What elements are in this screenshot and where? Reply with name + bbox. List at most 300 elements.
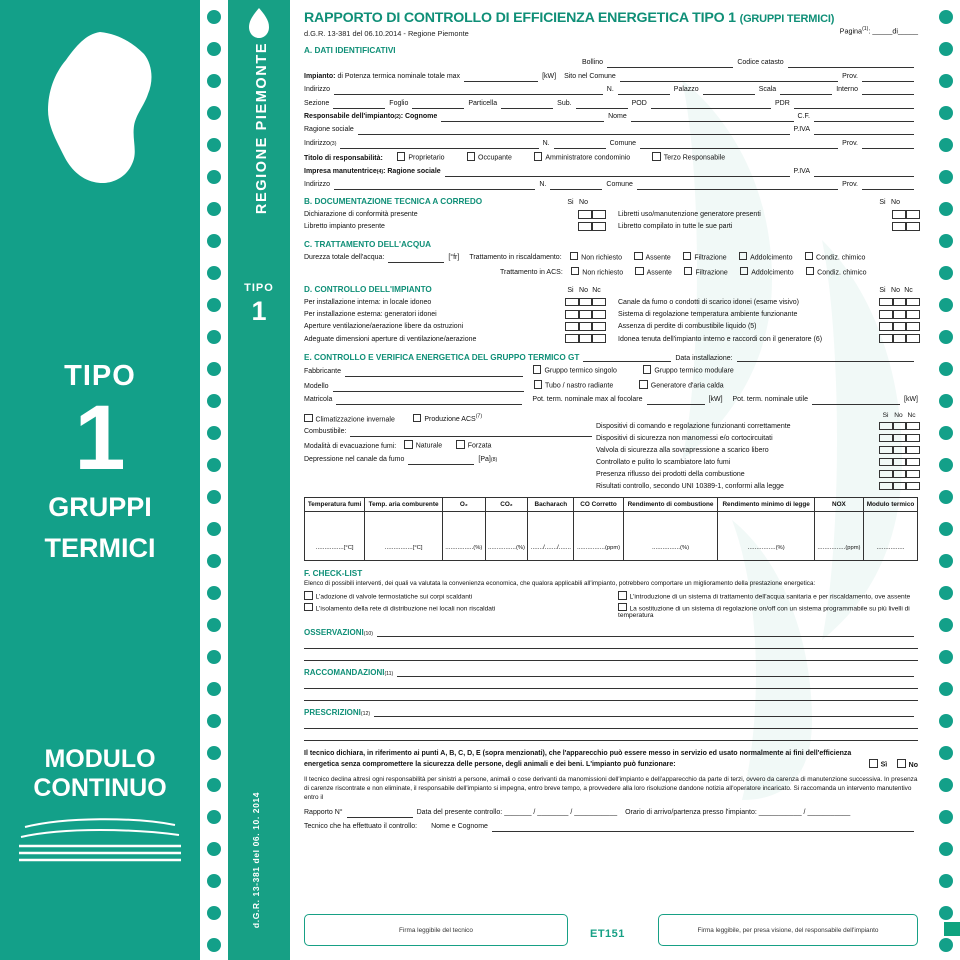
form-sheet — [290, 0, 932, 960]
row-matricola[interactable] — [304, 395, 918, 405]
checkbox-nc[interactable] — [905, 446, 920, 455]
checkbox-terzo-responsabile[interactable] — [652, 152, 661, 161]
checkbox-assente[interactable] — [634, 252, 643, 261]
opt-label: Tubo / nastro radiante — [545, 382, 614, 390]
label-pdr: PDR — [774, 99, 790, 107]
perforation-hole — [939, 778, 953, 792]
perforation-hole — [939, 298, 953, 312]
page-number-field[interactable]: Pagina$^{(1)}$: _____di_____ — [839, 26, 918, 36]
header-si-d-left: Si — [567, 287, 574, 295]
e-item-row[interactable] — [596, 446, 918, 456]
b-item-label: Libretti uso/manutenzione generatore presenti — [618, 211, 761, 219]
left-promo-panel — [0, 0, 200, 960]
table-row[interactable] — [305, 512, 918, 561]
perforation-hole — [939, 458, 953, 472]
label-pa: [Pa] — [478, 456, 491, 464]
e-item-label: Dispositivi di sicurezza non manomessi e/o cortocircuitati — [596, 434, 773, 442]
label-indirizzo3: Indirizzo — [304, 139, 331, 147]
table-header-cell: O₂ — [442, 498, 485, 512]
label-indirizzo-impresa: Indirizzo — [304, 181, 331, 189]
promo-tipo-label: TIPO — [64, 360, 136, 392]
checkbox-nc[interactable] — [905, 334, 920, 343]
table-header-cell: CO₂ — [485, 498, 528, 512]
checkbox-nc[interactable] — [591, 310, 606, 319]
perforation-hole — [207, 778, 221, 792]
prescrizioni-block[interactable] — [304, 707, 918, 741]
perforation-hole — [207, 426, 221, 440]
perforation-hole — [939, 682, 953, 696]
label-n-3: N. — [539, 181, 547, 189]
perforation-strip-left — [200, 0, 228, 960]
perforation-hole — [939, 522, 953, 536]
d-item-row[interactable] — [618, 298, 918, 308]
declaration-line2: Il tecnico declina altresì ogni responsabilità per sinistri a persone, animali o cose derivanti da manomissioni dell'impianto e dell'apparecchio da parte di terzi, ovvero da carenza di manutenzione successiva. In presenza di carenze riscontrate e non eliminate, il responsabile dell'impianto si impegna, entro breve tempo, a provvedere alla loro risoluzione dandone notizia all'operatore incaricato. Si raccomanda un intervento manutentivo entro il — [304, 776, 918, 802]
table-header-cell: Temp. aria comburente — [365, 498, 443, 512]
label-acs: Produzione ACS — [424, 416, 476, 424]
perforation-hole — [207, 298, 221, 312]
checkbox-amministratore[interactable] — [534, 152, 543, 161]
checkbox-nc[interactable] — [905, 458, 920, 467]
b-item-row[interactable] — [304, 210, 604, 220]
signature-tecnico-box[interactable] — [304, 914, 568, 946]
perforation-hole — [939, 106, 953, 120]
label-cf: C.F. — [797, 112, 810, 120]
b-item-row[interactable] — [618, 210, 918, 220]
f-item[interactable] — [618, 603, 918, 620]
e-item-row[interactable] — [596, 434, 918, 444]
label-modello: Modello — [304, 382, 329, 390]
d-item-label: Per installazione interna: in locale idoneo — [304, 299, 432, 307]
label-interno: Interno — [836, 86, 858, 94]
osservazioni-line[interactable] — [304, 637, 918, 649]
label-responsabile-sup: (2) — [394, 113, 401, 120]
checkbox-nc[interactable] — [905, 310, 920, 319]
b-item-label: Libretto impianto presente — [304, 223, 385, 231]
checkbox-aria-calda[interactable] — [639, 380, 648, 389]
label-prov-3: Prov. — [842, 181, 858, 189]
header-no-e: No — [894, 411, 903, 419]
opt-label: Filtrazione — [694, 254, 727, 262]
d-item-row[interactable] — [304, 310, 604, 320]
b-item-row[interactable] — [618, 222, 918, 232]
header-si-b-left: Si — [567, 199, 574, 207]
row-titolo-responsabilita[interactable] — [304, 152, 918, 164]
perforation-hole — [207, 714, 221, 728]
raccomandazioni-line[interactable] — [304, 689, 918, 701]
label-raccomandazioni: RACCOMANDAZIONI — [304, 668, 385, 678]
perforation-hole — [939, 170, 953, 184]
perforation-hole — [939, 906, 953, 920]
checkbox-filtrazione[interactable] — [684, 267, 693, 276]
checkbox-naturale[interactable] — [404, 440, 413, 449]
page-title — [304, 10, 918, 26]
signature-tecnico-label: Firma leggibile del tecnico — [399, 926, 473, 934]
row-depressione[interactable] — [304, 455, 596, 465]
perforation-hole — [939, 586, 953, 600]
label-prescrizioni: PRESCRIZIONI — [304, 708, 361, 718]
opt-label: Addolcimento — [750, 254, 793, 262]
label-prov-2: Prov. — [842, 139, 858, 147]
checkbox-regolazione-programmabile[interactable] — [618, 603, 627, 612]
label-cognome: : Cognome — [400, 112, 438, 120]
table-header-cell: NOX — [814, 498, 863, 512]
checkbox-produzione-acs[interactable] — [413, 414, 422, 423]
table-cell[interactable]: ................(%) — [485, 512, 528, 561]
row-impresa[interactable] — [304, 167, 918, 177]
label-comune-2: Comune — [606, 181, 633, 189]
corner-marker — [944, 922, 960, 936]
section-f-title: F. CHECK-LIST — [304, 569, 363, 579]
row-sezione[interactable] — [304, 99, 918, 109]
opt-label: Generatore d'aria calda — [650, 382, 724, 390]
perforation-hole — [939, 234, 953, 248]
paper-stack-icon — [15, 815, 185, 863]
section-d-title: D. CONTROLLO DELL'IMPIANTO — [304, 285, 432, 295]
checkbox-condiz-chimico[interactable] — [805, 252, 814, 261]
row-bollino[interactable] — [304, 58, 918, 68]
perforation-hole — [939, 10, 953, 24]
perforation-hole — [207, 746, 221, 760]
perforation-hole — [207, 234, 221, 248]
d-item-label: Idonea tenuta dell'impianto interno e raccordi con il generatore (6) — [618, 335, 823, 343]
row-indirizzo[interactable] — [304, 85, 918, 95]
label-piva-2: P.IVA — [793, 168, 810, 176]
perforation-hole — [207, 170, 221, 184]
label-sito: Sito nel Comune — [564, 72, 616, 80]
perforation-hole — [939, 138, 953, 152]
label-prov-1: Prov. — [842, 72, 858, 80]
perforation-hole — [939, 746, 953, 760]
perforation-hole — [207, 42, 221, 56]
perforation-hole — [207, 106, 221, 120]
label-comune-1: Comune — [609, 139, 637, 147]
label-sezione: Sezione — [304, 99, 330, 107]
perforation-hole — [939, 554, 953, 568]
f-item[interactable] — [304, 603, 604, 613]
table-header-cell: Modulo termico — [864, 498, 918, 512]
label-tratt-risc: Trattamento in riscaldamento: — [469, 254, 562, 262]
checkbox-filtrazione[interactable] — [683, 252, 692, 261]
label-impresa-rest: : Ragione sociale — [383, 168, 441, 176]
osservazioni-line[interactable] — [304, 649, 918, 661]
checkbox-funziona-si[interactable] — [869, 759, 878, 768]
label-palazzo: Palazzo — [673, 86, 699, 94]
e-item-label: Controllato e pulito lo scambiatore lato fumi — [596, 459, 731, 467]
label-prescrizioni-sup: (12) — [360, 711, 371, 718]
opt-label: Filtrazione — [695, 269, 728, 277]
f-item[interactable] — [304, 591, 604, 601]
raccomandazioni-block[interactable] — [304, 667, 918, 701]
piemonte-map-icon — [40, 28, 160, 188]
promo-modulo-label: MODULO — [44, 745, 156, 773]
label-acs-sup: (7) — [475, 414, 483, 421]
header-si-e: Si — [882, 411, 889, 419]
checkbox-nc[interactable] — [591, 298, 606, 307]
declaration-line1: Il tecnico dichiara, in riferimento ai punti A, B, C, D, E (sopra menzionati), che l'apparecchio può essere messo in servizio ed usato normalmente ai fini dell'efficienza energetica senza compromettere la sicurezza delle persone, degli animali e dei beni. L'impianto può funzionare: — [304, 750, 852, 768]
checkbox-nc[interactable] — [905, 298, 920, 307]
label-raccomandazioni-sup: (11) — [384, 671, 394, 678]
label-data-controllo: Data del presente controllo: — [416, 809, 503, 817]
checkbox-forzata[interactable] — [456, 440, 465, 449]
perforation-hole — [939, 42, 953, 56]
promo-continuo-label: CONTINUO — [33, 773, 167, 802]
checkbox-isolamento-rete[interactable] — [304, 603, 313, 612]
label-bollino: Bollino — [582, 59, 604, 67]
checkbox-no[interactable] — [905, 222, 920, 231]
checkbox-nc[interactable] — [905, 422, 920, 431]
promo-modulo-block — [0, 745, 200, 868]
form-code: ET151 — [590, 928, 625, 940]
label-impresa: Impresa manutentrice — [304, 168, 377, 176]
checkbox-non-richiesto[interactable] — [571, 267, 580, 276]
row-evacuazione[interactable] — [304, 440, 596, 452]
header-no-d-left: No — [579, 287, 588, 295]
label-durezza: Durezza totale dell'acqua: — [304, 254, 385, 262]
section-b-left-col — [304, 207, 604, 231]
opt-label: Forzata — [467, 442, 492, 450]
table-cell[interactable]: ................(ppm) — [574, 512, 623, 561]
perforation-strip-right — [932, 0, 960, 960]
header-nc-e: Nc — [907, 411, 916, 419]
label-evacuazione: Modalità di evacuazione fumi: — [304, 442, 397, 450]
checkbox-addolcimento[interactable] — [739, 252, 748, 261]
perforation-hole — [207, 586, 221, 600]
row-ragione-sociale[interactable] — [304, 125, 918, 135]
checkbox-occupante[interactable] — [467, 152, 476, 161]
b-item-row[interactable] — [304, 222, 604, 232]
row-indirizzo3[interactable] — [304, 139, 918, 149]
perforation-hole — [207, 874, 221, 888]
label-piva-1: P.IVA — [793, 126, 810, 134]
perforation-hole — [939, 650, 953, 664]
opt-label: Gruppo termico singolo — [544, 367, 617, 375]
checkbox-no[interactable] — [905, 210, 920, 219]
checkbox-addolcimento[interactable] — [740, 267, 749, 276]
perforation-hole — [207, 618, 221, 632]
region-band — [228, 0, 290, 960]
perforation-hole — [207, 906, 221, 920]
checkbox-nc[interactable] — [905, 482, 920, 491]
table-cell[interactable]: ......./......./....... — [528, 512, 574, 561]
d-item-row[interactable] — [304, 298, 604, 308]
table-cell[interactable]: ................ — [864, 512, 918, 561]
label-clima: Climatizzazione invernale — [315, 416, 395, 424]
e-item-label: Dispositivi di comando e regolazione funzionanti correttamente — [596, 422, 791, 430]
checkbox-valvole-termostatiche[interactable] — [304, 591, 313, 600]
label-n-2: N. — [542, 139, 550, 147]
e-item-row[interactable] — [596, 422, 918, 432]
f-item-label: L'isolamento della rete di distribuzione nei locali non riscaldati — [315, 605, 496, 613]
d-item-row[interactable] — [304, 334, 604, 344]
label-terzo: Terzo Responsabile — [663, 154, 726, 162]
checkbox-nc[interactable] — [591, 322, 606, 331]
row-tratt-acs[interactable] — [304, 267, 918, 279]
measurements-table — [304, 497, 918, 561]
row-rapporto[interactable]: Rapporto N° Data del presente controllo: _______ / ________ / ___________ Orario di arrivo/partenza presso l'impianto: ___________ / ___________ — [304, 809, 851, 817]
table-cell[interactable]: ................[°C] — [365, 512, 443, 561]
page-subtitle: d.G.R. 13-381 del 06.10.2014 - Regione Piemonte — [304, 29, 469, 38]
table-header-cell: CO Corretto — [574, 498, 623, 512]
f-item[interactable] — [618, 591, 918, 601]
d-item-label: Canale da fumo o condotti di scarico idonei (esame visivo) — [618, 299, 799, 307]
label-indirizzo3-sup: (3) — [330, 140, 337, 147]
table-cell[interactable]: ................(ppm) — [814, 512, 863, 561]
perforation-hole — [207, 202, 221, 216]
checkbox-gruppo-singolo[interactable] — [533, 365, 542, 374]
label-pa-sup: (8) — [490, 457, 498, 464]
prescrizioni-line[interactable] — [304, 729, 918, 741]
table-header-row — [305, 498, 918, 512]
raccomandazioni-line[interactable] — [304, 677, 918, 689]
label-data-installazione: Data installazione: — [675, 354, 733, 362]
prescrizioni-line[interactable] — [304, 717, 918, 729]
checkbox-proprietario[interactable] — [397, 152, 406, 161]
checkbox-gruppo-modulare[interactable] — [643, 365, 652, 374]
section-e-title: E. CONTROLLO E VERIFICA ENERGETICA DEL GRUPPO TERMICO GT — [304, 352, 580, 362]
row-responsabile[interactable] — [304, 112, 918, 122]
perforation-hole — [939, 266, 953, 280]
f-item-label: La sostituzione di un sistema di regolazione on/off con un sistema programmabile su più livelli di temperatura — [618, 605, 910, 620]
label-combustibile: Combustibile: — [304, 427, 347, 435]
perforation-hole — [207, 266, 221, 280]
perforation-hole — [207, 458, 221, 472]
checkbox-funziona-no[interactable] — [897, 759, 906, 768]
checkbox-condiz-chimico[interactable] — [806, 267, 815, 276]
section-d-left-col — [304, 295, 604, 343]
checkbox-nc[interactable] — [905, 470, 920, 479]
signature-responsabile-box[interactable] — [658, 914, 918, 946]
row-impresa-indirizzo[interactable] — [304, 180, 918, 190]
checkbox-clima-invernale[interactable] — [304, 414, 313, 423]
section-f-intro: Elenco di possibili interventi, dei quali va valutata la convenienza economica, che qualora applicabili all'impianto, potrebbero comportare un miglioramento della prestazione energetica: — [304, 580, 816, 588]
row-durezza[interactable] — [304, 252, 918, 264]
band-decree-text: d.G.R. 13-381 del 06. 10. 2014 — [251, 791, 261, 929]
label-tecnico: Tecnico che ha effettuato il controllo: — [304, 822, 418, 830]
opt-label: Condiz. chimico — [817, 269, 867, 277]
b-item-label: Libretto compilato in tutte le sue parti — [618, 223, 733, 231]
declaration-block — [304, 749, 918, 831]
table-header-cell: Rendimento minimo di legge — [718, 498, 814, 512]
page-title-main: RAPPORTO DI CONTROLLO DI EFFICIENZA ENERGETICA TIPO 1 — [304, 10, 736, 26]
row-tecnico[interactable] — [304, 822, 918, 832]
row-modello[interactable] — [304, 380, 918, 392]
d-item-label: Adeguate dimensioni aperture di ventilazione/aerazione — [304, 335, 477, 343]
opt-label: Gruppo termico modulare — [654, 367, 734, 375]
label-decl-no: No — [908, 761, 918, 769]
checkbox-tubo-radiante[interactable] — [534, 380, 543, 389]
signature-responsabile-label: Firma leggibile, per presa visione, del responsabile dell'impianto — [697, 926, 879, 934]
section-c-title: C. TRATTAMENTO DELL'ACQUA — [304, 239, 432, 249]
perforation-hole — [939, 330, 953, 344]
label-tratt-acs: Trattamento in ACS: — [500, 269, 563, 277]
label-proprietario: Proprietario — [408, 154, 445, 162]
row-impianto[interactable] — [304, 72, 918, 82]
promo-tipo-block — [0, 360, 200, 563]
form-content — [290, 0, 932, 832]
promo-termici-label: TERMICI — [44, 532, 156, 563]
header-nc-d-right: Nc — [904, 287, 913, 295]
checkbox-nc[interactable] — [591, 334, 606, 343]
label-osservazioni-sup: (10) — [363, 631, 373, 638]
checkbox-nc[interactable] — [905, 322, 920, 331]
label-decl-si: Sì — [880, 761, 888, 769]
checkbox-assente[interactable] — [635, 267, 644, 276]
perforation-hole — [939, 74, 953, 88]
label-n-1: N. — [606, 86, 614, 94]
d-item-row[interactable] — [618, 334, 918, 344]
checkbox-non-richiesto[interactable] — [570, 252, 579, 261]
section-b-right-col — [618, 207, 918, 231]
label-foglio: Foglio — [389, 99, 409, 107]
checkbox-no[interactable] — [591, 210, 606, 219]
table-cell[interactable]: ................(%) — [623, 512, 718, 561]
checkbox-trattamento-acqua[interactable] — [618, 591, 627, 600]
opt-label: Assente — [645, 254, 671, 262]
table-cell[interactable]: ................(%) — [442, 512, 485, 561]
e-item-row[interactable] — [596, 458, 918, 468]
perforation-hole — [939, 842, 953, 856]
label-particella: Particella — [468, 99, 498, 107]
checkbox-no[interactable] — [591, 222, 606, 231]
e-item-label: Risultati controllo, secondo UNI 10389-1, conformi alla legge — [596, 483, 784, 491]
perforation-hole — [207, 650, 221, 664]
d-item-row[interactable] — [618, 310, 918, 320]
perforation-hole — [939, 810, 953, 824]
label-nome: Nome — [608, 112, 627, 120]
label-pod: POD — [631, 99, 647, 107]
row-fabbricante[interactable] — [304, 365, 918, 377]
table-cell[interactable]: ................(%) — [718, 512, 814, 561]
perforation-hole — [207, 74, 221, 88]
osservazioni-block[interactable] — [304, 627, 918, 661]
row-combustibile[interactable] — [304, 427, 596, 437]
table-cell[interactable]: ................[°C] — [305, 512, 365, 561]
perforation-hole — [207, 362, 221, 376]
perforation-hole — [207, 522, 221, 536]
e-item-row[interactable] — [596, 470, 918, 480]
e-item-row[interactable] — [596, 482, 918, 492]
d-item-row[interactable] — [618, 322, 918, 332]
label-sub: Sub. — [557, 99, 572, 107]
band-tipo-number: 1 — [251, 296, 267, 326]
label-codice-catasto: Codice catasto — [737, 59, 784, 67]
label-pot-utile: Pot. term. nominale utile — [732, 395, 808, 403]
promo-gruppi-label: GRUPPI — [48, 492, 152, 523]
label-orario: Orario di arrivo/partenza presso l'impianto: — [625, 809, 757, 817]
f-left-col — [304, 589, 604, 619]
checkbox-nc[interactable] — [905, 434, 920, 443]
e-item-label: Valvola di sicurezza alla sovrapressione a scarico libero — [596, 446, 769, 454]
label-kw-utile: [kW] — [904, 395, 918, 403]
table-header-cell: Bacharach — [528, 498, 574, 512]
header-nc-d-left: Nc — [592, 287, 601, 295]
perforation-hole — [207, 490, 221, 504]
perforation-hole — [207, 938, 221, 952]
perforation-hole — [939, 490, 953, 504]
d-item-row[interactable] — [304, 322, 604, 332]
perforation-hole — [207, 138, 221, 152]
perforation-hole — [207, 394, 221, 408]
header-no-b-left: No — [579, 199, 588, 207]
table-header-cell: Rendimento di combustione — [623, 498, 718, 512]
section-d-right-col — [618, 295, 918, 343]
perforation-hole — [939, 618, 953, 632]
row-clima-acs[interactable] — [304, 414, 596, 424]
opt-label: Addolcimento — [751, 269, 794, 277]
b-item-label: Dichiarazione di conformità presente — [304, 211, 418, 219]
label-impianto-rest: di Potenza termica nominale totale max — [337, 72, 461, 80]
label-impianto: Impianto: — [304, 72, 336, 80]
